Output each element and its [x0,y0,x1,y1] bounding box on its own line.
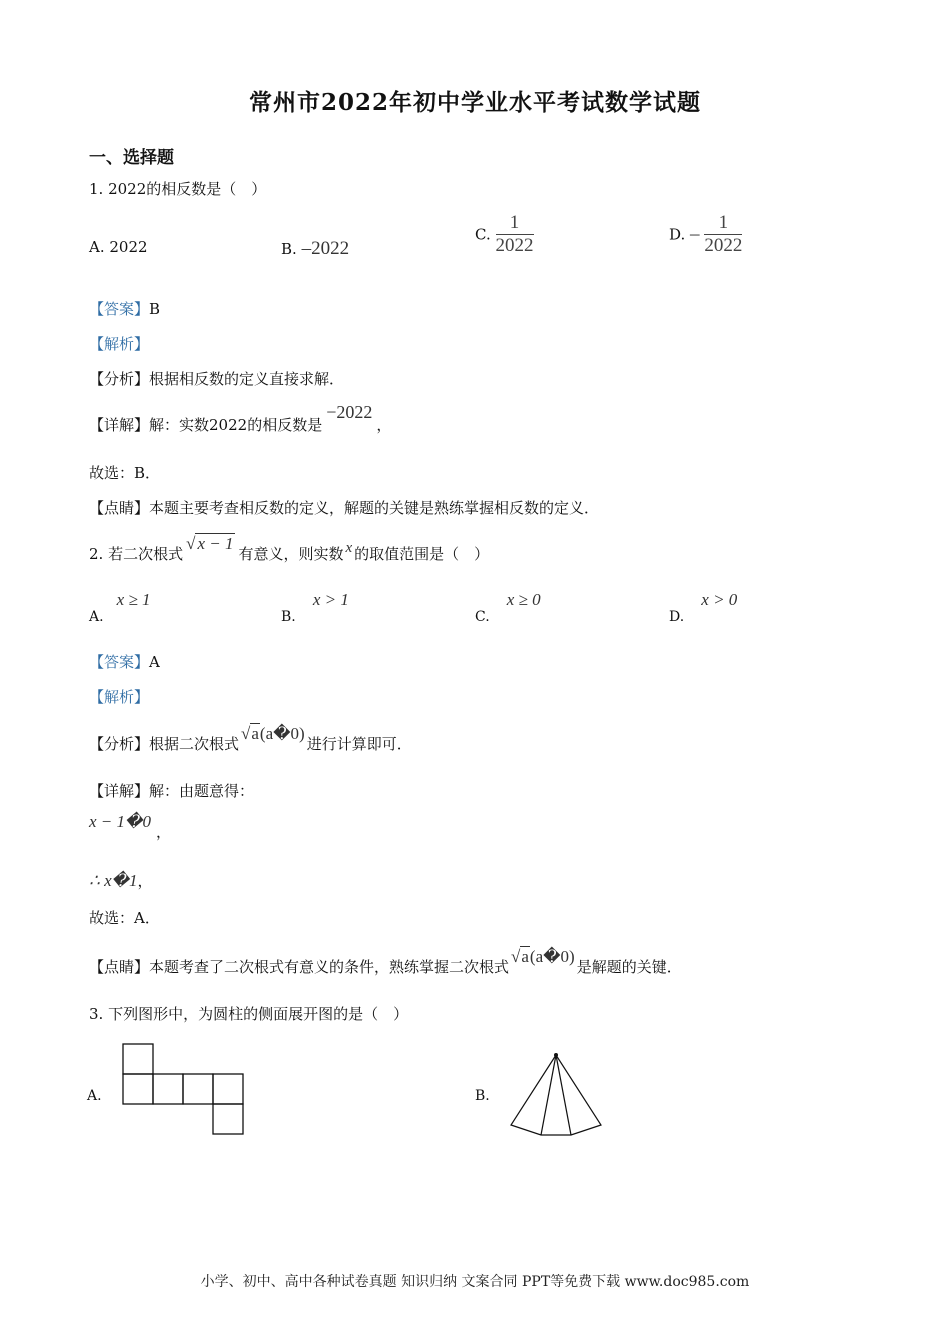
pyramid-apex [554,1053,558,1057]
q2-stem-pre: 2. 若二次根式 [89,545,184,563]
pyramid-outline [511,1055,601,1135]
q2-option-a-math: x ≥ 1 [116,590,151,609]
q3-option-b-pyramid-diagram[interactable] [508,1052,604,1138]
sqrt-symbol-icon: √ [241,724,251,743]
q1-option-b-label: B. [281,240,297,258]
xiangjie-tag: 【详解】 [89,416,150,434]
answer-value: B [149,300,161,318]
q1-option-b[interactable] [281,238,349,260]
q1-option-c-label: C. [475,225,491,244]
fenxi-tag: 【分析】 [89,370,150,388]
q1-answer [89,298,160,319]
q1-xiangjie [89,402,392,435]
dianjing-post: 是解题的关键． [576,958,682,976]
page-footer: 小学、初中、高中各种试卷真题 知识归纳 文案合同 PPT等免费下载 www.doc985.com [200,1274,750,1290]
step1-post: ， [156,823,172,841]
q3-option-a-cube-net-diagram[interactable] [120,1042,250,1138]
q2-radicand: x − 1 [197,534,234,553]
q1-select: 故选：B． [89,464,161,482]
q1-option-a-label: A. 2022 [89,238,148,256]
fenxi-text: 根据相反数的定义直接求解． [149,370,345,388]
q2-option-d[interactable] [669,590,738,625]
fraction-numerator: 1 [704,212,742,235]
q2-option-c-math: x ≥ 0 [506,590,541,609]
step2-post: ， [137,872,153,890]
q1-stem: 1. 2022的相反数是（ ） [89,180,267,198]
dianjing-text: 本题考查了二次根式有意义的条件，熟练掌握二次根式 [149,958,510,976]
q2-step1 [89,811,172,841]
q2-option-d-math: x > 0 [701,590,738,609]
fenxi-post: 进行计算即可． [306,735,412,753]
q2-dianjing [89,947,682,977]
q1-dianjing [89,497,599,518]
net-square [123,1074,153,1104]
q2-answer [89,651,160,672]
q1-option-d-label: D. [669,225,686,244]
sqrt-condition: (a�0) [259,724,305,743]
q2-xiangjie [89,780,254,801]
q2-option-b[interactable] [281,590,349,625]
q1-option-d-sign: – [690,223,700,245]
q2-sqrt [186,534,235,554]
fenxi-tag: 【分析】 [89,735,150,753]
dianjing-tag: 【点睛】 [89,499,150,517]
q1-option-d[interactable] [669,212,742,257]
dianjing-text: 本题主要考查相反数的定义，解题的关键是熟练掌握相反数的定义． [149,499,600,517]
q2-option-c[interactable] [475,590,541,625]
q2-dianjing-sqrt [511,947,575,967]
q2-option-b-label: B. [281,609,296,625]
q2-select: 故选：A． [89,909,160,927]
q2-option-a-label: A. [89,609,104,625]
section-heading: 一、选择题 [89,148,174,168]
q2-option-b-math: x > 1 [312,590,349,609]
net-square [123,1044,153,1074]
sqrt-radicand: a [521,947,529,966]
q2-stem [89,534,490,564]
q1-analysis-tag: 【解析】 [89,335,150,353]
xiangjie-text: 解：由题意得： [149,782,255,800]
sqrt-radicand: a [251,724,259,743]
sqrt-symbol-icon: √ [511,947,521,966]
q1-fenxi [89,368,344,389]
page-title: 常州市2022年初中学业水平考试数学试题 [248,89,701,116]
step1-math: x − 1�0 [89,812,151,831]
xiangjie-math: −2022 [326,402,373,422]
xiangjie-post: ， [376,416,392,434]
answer-value: A [149,653,160,671]
q2-analysis-tag: 【解析】 [89,688,150,706]
q3-option-b-label[interactable]: B. [475,1088,490,1104]
q2-step2 [89,870,153,891]
q1-option-b-math: –2022 [301,238,350,259]
fraction-numerator: 1 [496,212,534,235]
net-square [183,1074,213,1104]
net-square [213,1104,243,1134]
answer-tag: 【答案】 [89,300,150,318]
answer-tag: 【答案】 [89,653,150,671]
q1-option-c-fraction [496,212,534,257]
q2-option-a[interactable] [89,590,151,625]
fenxi-text: 根据二次根式 [149,735,240,753]
q2-stem-post: 的取值范围是（ ） [354,545,490,563]
xiangjie-tag: 【详解】 [89,782,150,800]
q2-stem-mid: 有意义，则实数 [238,545,344,563]
q2-var: x [345,540,353,556]
xiangjie-text: 解：实数2022的相反数是 [149,416,323,434]
q1-option-a[interactable] [89,238,148,256]
q1-option-c[interactable] [475,212,534,257]
step2-math: ∴ x�1 [89,871,138,890]
fraction-denominator: 2022 [704,235,743,256]
q2-option-c-label: C. [475,609,490,625]
q3-stem: 3. 下列图形中，为圆柱的侧面展开图的是（ ） [89,1005,409,1023]
dianjing-tag: 【点睛】 [89,958,150,976]
q2-fenxi [89,724,412,754]
q2-option-d-label: D. [669,609,685,625]
net-square [153,1074,183,1104]
q1-option-d-fraction [704,212,742,257]
fraction-denominator: 2022 [495,235,534,256]
q3-option-a-label[interactable]: A. [87,1088,102,1104]
sqrt-condition: (a�0) [529,947,575,966]
sqrt-symbol-icon: √ [186,534,196,553]
q2-fenxi-sqrt [241,724,305,744]
net-square [213,1074,243,1104]
